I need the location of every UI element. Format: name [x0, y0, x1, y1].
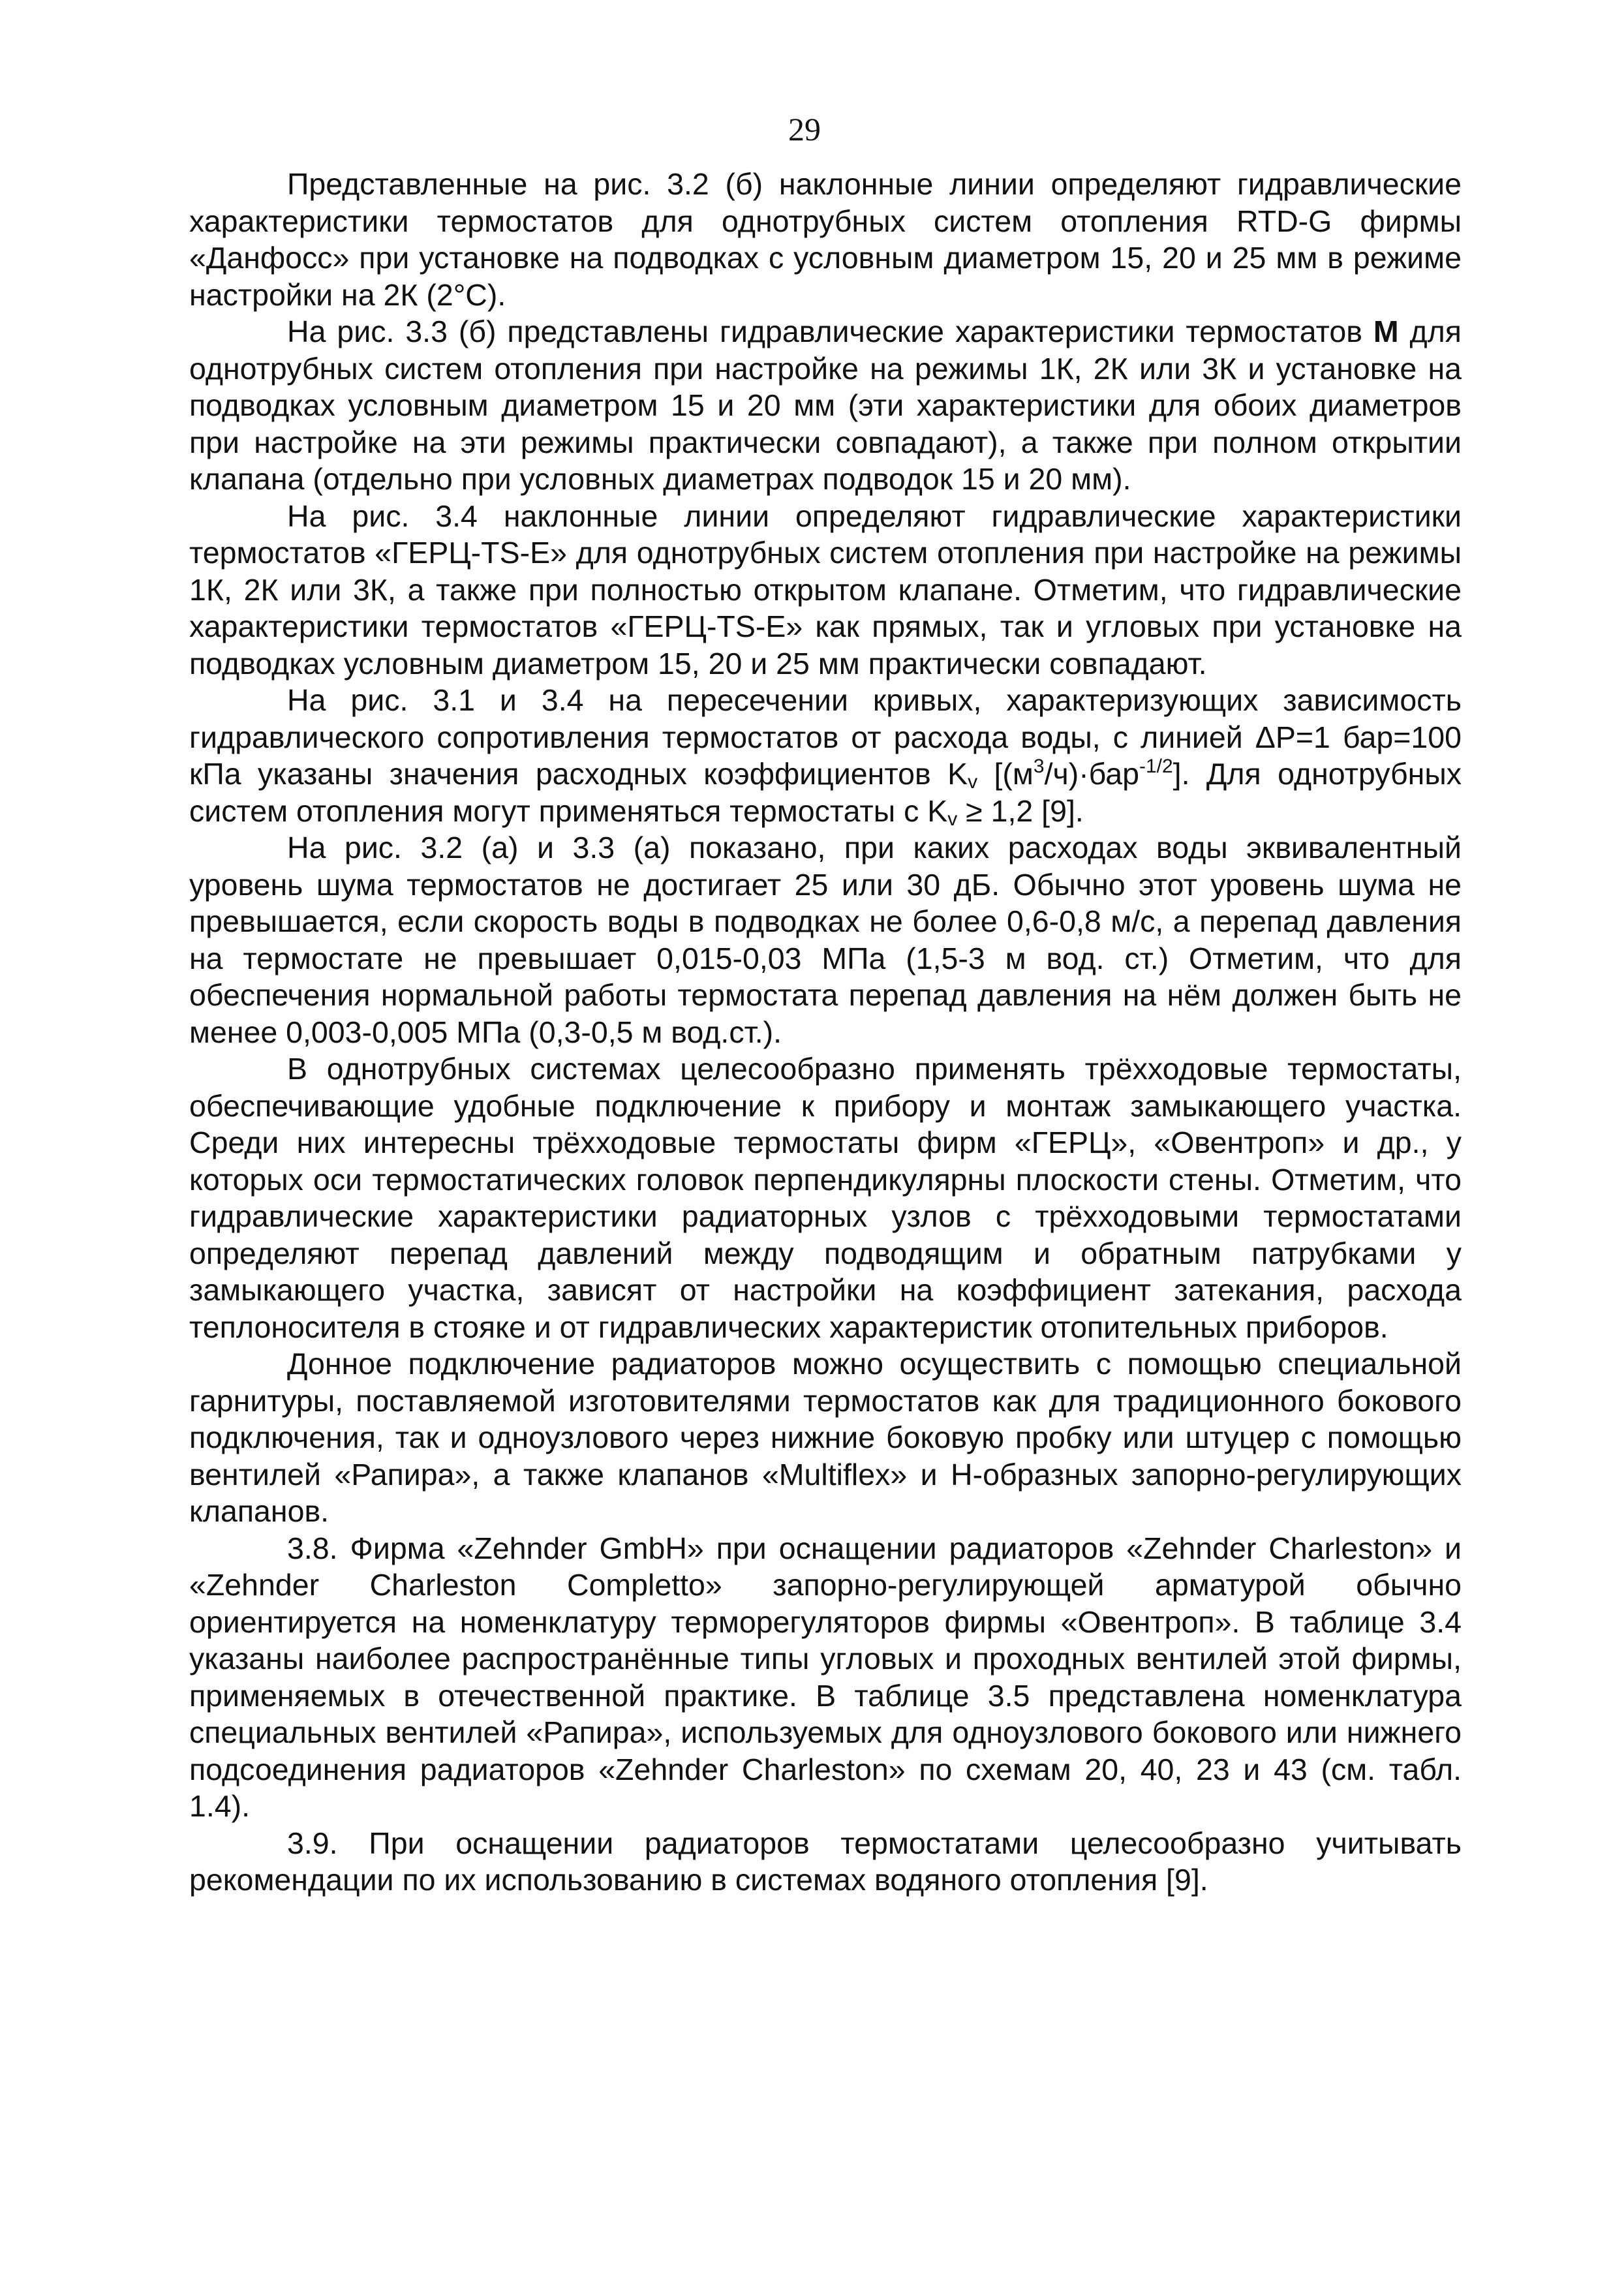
- paragraph-text: На рис. 3.1 и 3.4 на пересечении кривых, характеризующих зависимость гидравлического сопротивления термостатов от расхода воды, с линией ΔР=1 бар=100 кПа указаны значения расходных коэффициентов K: [189, 683, 1462, 791]
- paragraph-kv-coefficients: [189, 682, 1462, 829]
- superscript-minus-half: -1/2: [1139, 756, 1173, 777]
- paragraph-text: ]. Для однотрубных систем отопления могут применяться термостаты с K: [189, 757, 1462, 828]
- paragraph-text: ≥ 1,2 [9].: [957, 793, 1084, 828]
- paragraph-text: для однотрубных систем отопления при настройке на режимы 1К, 2К или 3К и установке на подводках условным диаметром 15 и 20 мм (эти характеристики для обоих диаметров при настройке на эти режимы практически совпадают), а также при полном открытии клапана (отдельно при условных диаметрах подводок 15 и 20 мм).: [189, 314, 1462, 496]
- document-body: [189, 166, 1462, 1899]
- subscript-v: v: [947, 808, 958, 830]
- paragraph-text: На рис. 3.3 (б) представлены гидравлические характеристики термостатов: [287, 314, 1373, 348]
- paragraph-section-3-8: 3.8. Фирма «Zehnder GmbH» при оснащении радиаторов «Zehnder Charleston» и «Zehnder Charleston Completto» запорно-регулирующей арматурой обычно ориентируется на номенклатуру терморегуляторов фирмы «Овентроп». В таблице 3.4 указаны наиболее распространённые типы угловых и проходных вентилей этой фирмы, применяемых в отечественной практике. В таблице 3.5 представлена номенклатура специальных вентилей «Рапира», используемых для одноузлового бокового или нижнего подсоединения радиаторов «Zehnder Charleston» по схемам 20, 40, 23 и 43 (см. табл. 1.4).: [189, 1531, 1462, 1823]
- paragraph-rtd-g: Представленные на рис. 3.2 (б) наклонные линии определяют гидравлические характеристики термостатов для однотрубных систем отопления RTD-G фирмы «Данфосс» при установке на подводках с условным диаметром 15, 20 и 25 мм в режиме настройки на 2К (2°С).: [189, 167, 1462, 312]
- paragraph-thermostats-m: [189, 313, 1462, 498]
- page-number: 29: [788, 111, 821, 147]
- paragraph-noise-level: На рис. 3.2 (а) и 3.3 (а) показано, при каких расходах воды эквивалентный уровень шума термостатов не достигает 25 или 30 дБ. Обычно этот уровень шума не превышается, если скорость воды в подводках не более 0,6-0,8 м/с, а перепад давления на термостате не превышает 0,015-0,03 МПа (1,5-3 м вод. ст.) Отметим, что для обеспечения нормальной работы термостата перепад давления на нём должен быть не менее 0,003-0,005 МПа (0,3-0,5 м вод.ст.).: [189, 831, 1462, 1049]
- paragraph-three-way-thermostats: В однотрубных системах целесообразно применять трёхходовые термостаты, обеспечивающие удобные подключение к прибору и монтаж замыкающего участка. Среди них интересны трёхходовые термостаты фирм «ГЕРЦ», «Овентроп» и др., у которых оси термостатических головок перпендикулярны плоскости стены. Отметим, что гидравлические характеристики радиаторных узлов с трёхходовыми термостатами определяют перепад давлений между подводящим и обратным патрубками у замыкающего участка, зависят от настройки на коэффициент затекания, расхода теплоносителя в стояке и от гидравлических характеристик отопительных приборов.: [189, 1052, 1462, 1344]
- paragraph-bottom-connection: Донное подключение радиаторов можно осуществить с помощью специальной гарнитуры, поставляемой изготовителями термостатов как для традиционного бокового подключения, так и одноузлового через нижние боковую пробку или штуцер с помощью вентилей «Рапира», а также клапанов «Multiflex» и Н-образных запорно-регулирующих клапанов.: [189, 1347, 1462, 1528]
- paragraph-text: [(м: [977, 757, 1034, 791]
- paragraph-text: /ч)·бар: [1044, 757, 1139, 791]
- bold-letter-m: М: [1373, 314, 1399, 348]
- paragraph-section-3-9: 3.9. При оснащении радиаторов термостатами целесообразно учитывать рекомендации по их использованию в системах водяного отопления [9].: [189, 1826, 1462, 1897]
- superscript-3: 3: [1033, 756, 1045, 777]
- subscript-v: v: [968, 771, 978, 793]
- paragraph-herz-ts-e: На рис. 3.4 наклонные линии определяют гидравлические характеристики термостатов «ГЕРЦ-TS-E» для однотрубных систем отопления при настройке на режимы 1К, 2К или 3К, а также при полностью открытом клапане. Отметим, что гидравлические характеристики термостатов «ГЕРЦ-TS-E» как прямых, так и угловых при установке на подводках условным диаметром 15, 20 и 25 мм практически совпадают.: [189, 498, 1462, 681]
